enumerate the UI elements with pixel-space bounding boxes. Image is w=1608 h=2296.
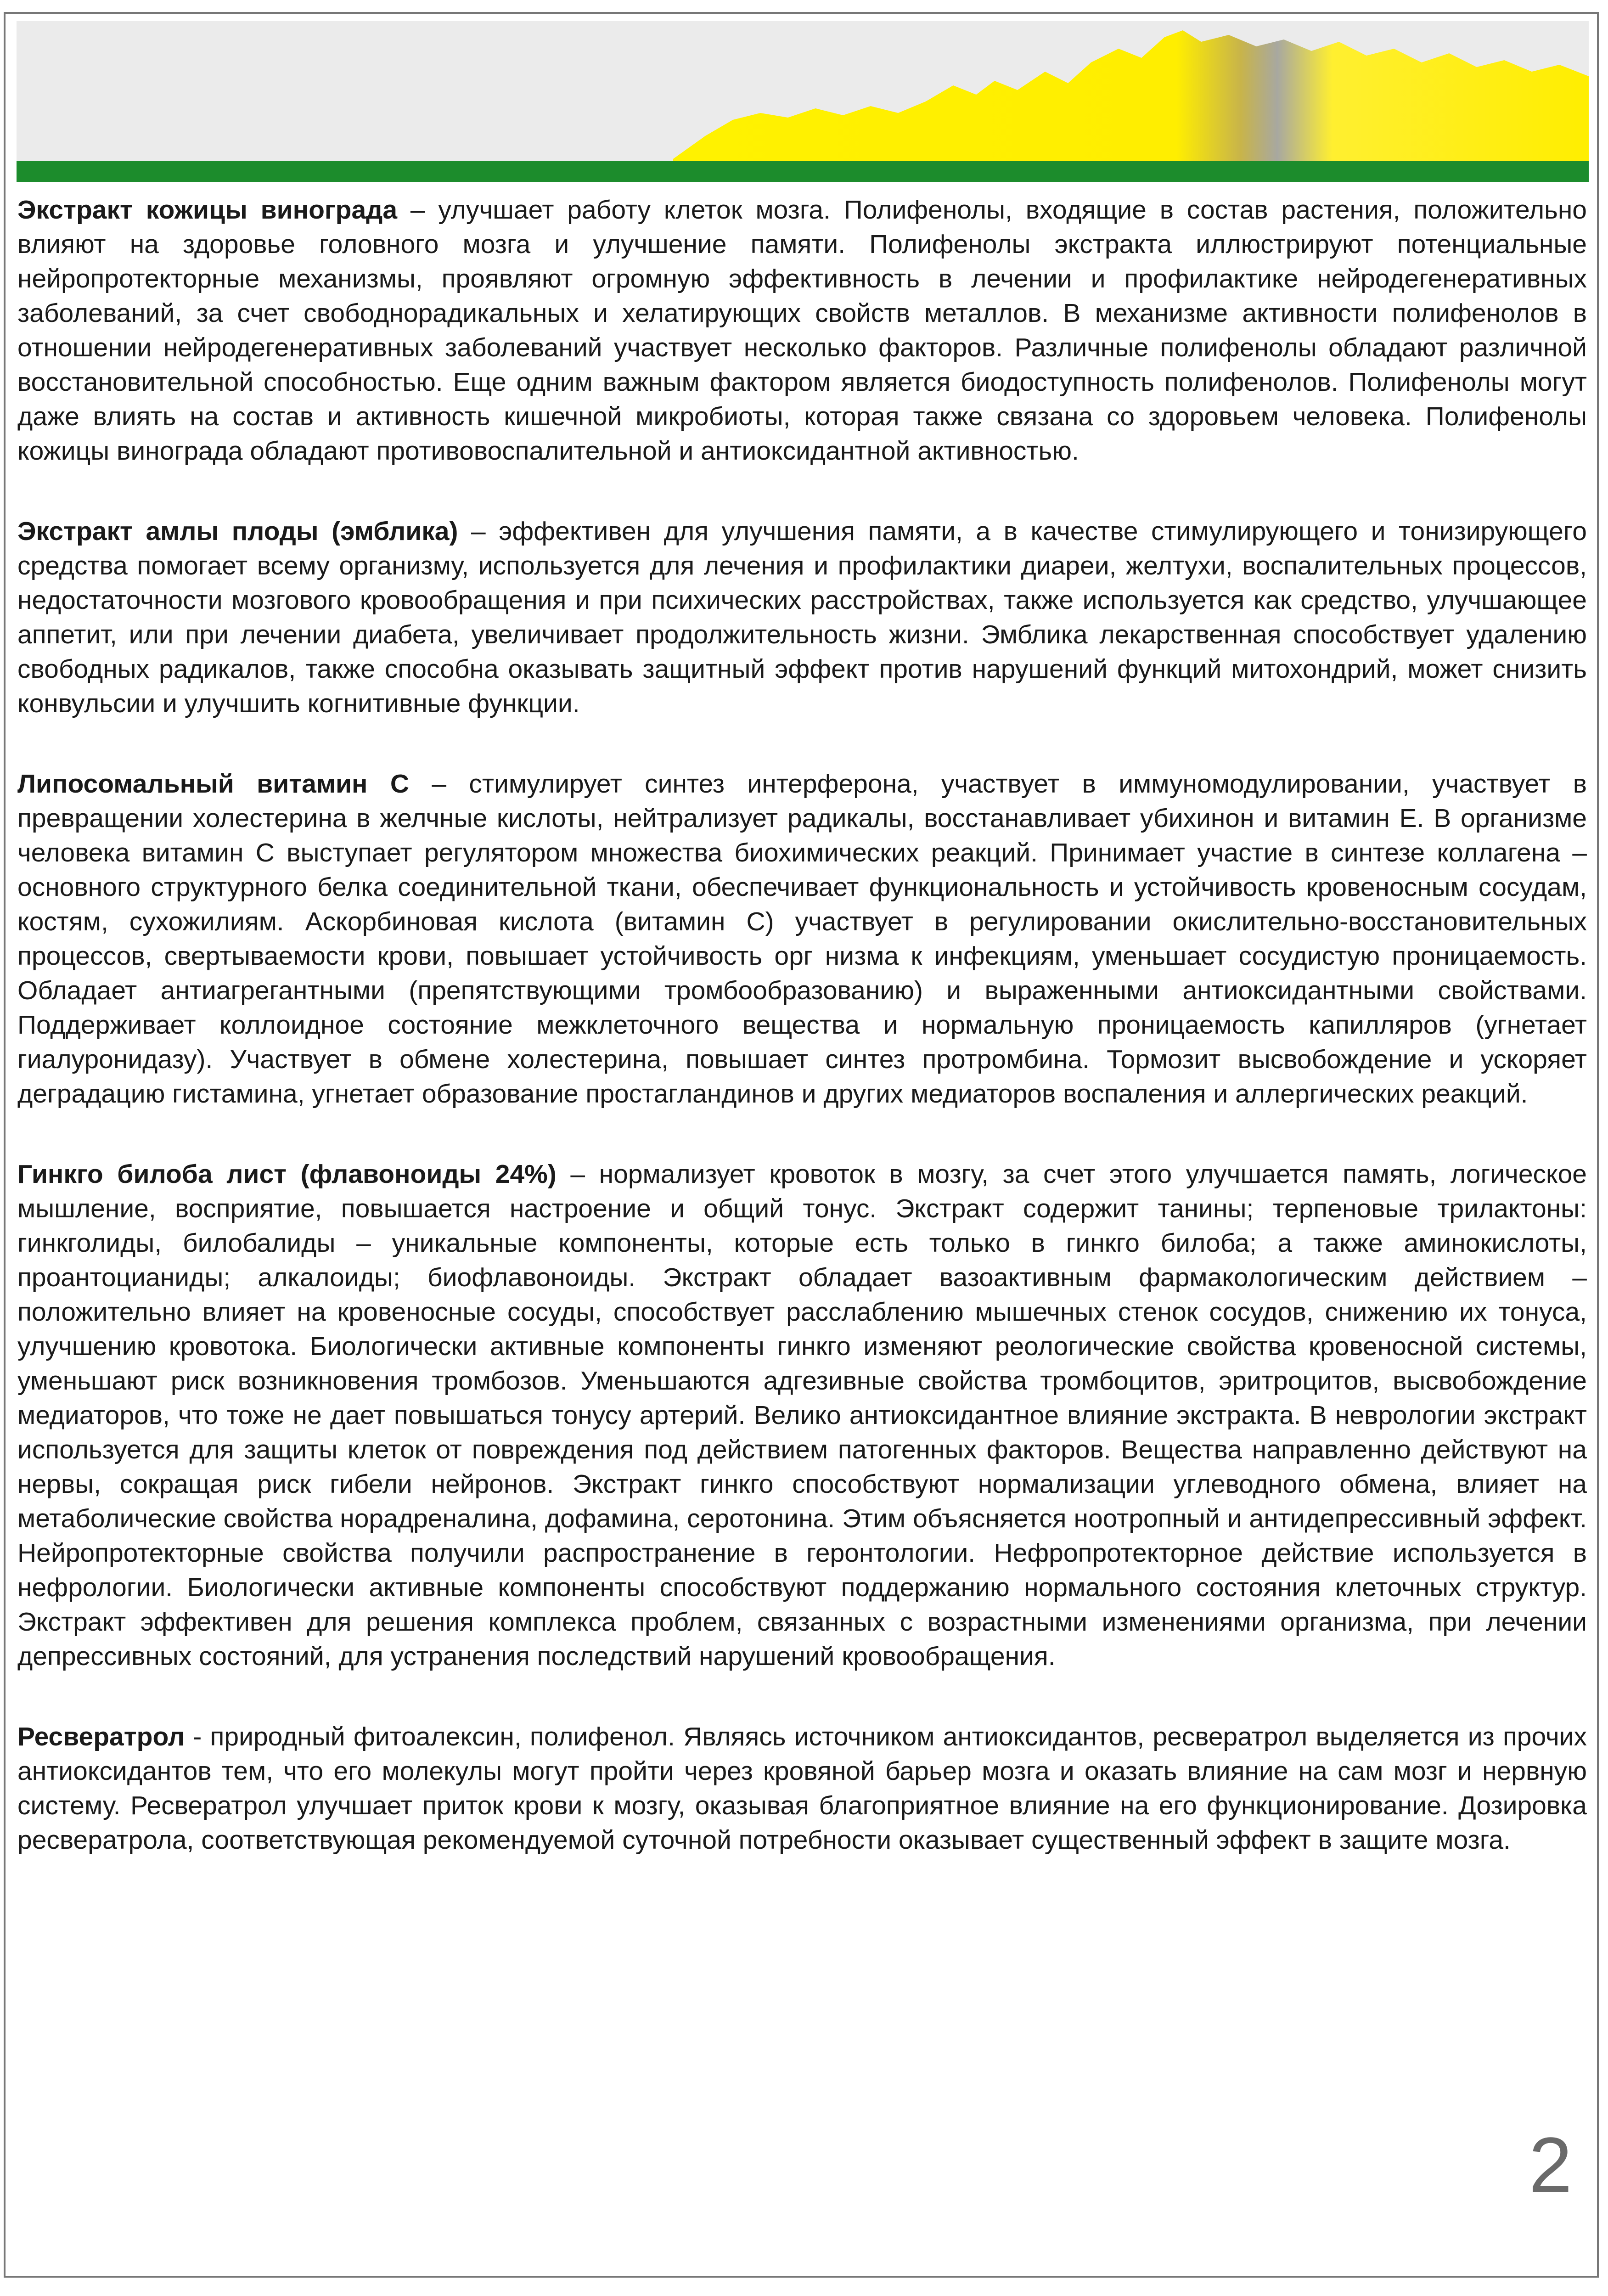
ingredient-name: Экстракт кожицы винограда: [17, 195, 398, 225]
ingredient-name: Экстракт амлы плоды (эмблика): [17, 517, 458, 546]
ingredient-description: - природный фитоалексин, полифенол. Являясь источником антиоксидантов, ресвератрол выделяется из прочих антиоксидантов тем, что его молекулы могут пройти через кровяной барьер мозга и оказать влияние на сам мозг и нервную систему. Ресвератрол улучшает приток крови к мозгу, оказывая благоприятное влияние на его функционирование. Дозировка ресвератрола, соответствующая рекомендуемой суточной потребности оказывает существенный эффект в защите мозга.: [17, 1722, 1587, 1855]
article-body: [17, 193, 1587, 1903]
ingredient-description: – стимулирует синтез интерферона, участвует в иммуномодулировании, участвует в превращении холестерина в желчные кислоты, нейтрализует радикалы, восстанавливает убихинон и витамин Е. В организме человека витамин С выступает регулятором множества биохимических реакций. Принимает участие в синтезе коллагена – основного структурного белка соединительной ткани, обеспечивает функциональность и устойчивость кровеносным сосудам, костям, сухожилиям. Аскорбиновая кислота (витамин С) участвует в регулировании окислительно-восстановительных процессов, свертываемости крови, повышает устойчивость орг низма к инфекциям, уменьшает сосудистую проницаемость. Обладает антиагрегантными (препятствующими тромбообразованию) и выраженными антиоксидантными свойствами. Поддерживает коллоидное состояние межклеточного вещества и нормальную проницаемость капилляров (угнетает гиалуронидазу). Участвует в обмене холестерина, повышает синтез протромбина. Тормозит высвобождение и ускоряет деградацию гистамина, угнетает образование простагландинов и других медиаторов воспаления и аллергических реакций.: [17, 769, 1587, 1109]
page-frame: [4, 12, 1599, 2278]
banner-wave-graphic: [17, 21, 1589, 182]
ingredient-description: – эффективен для улучшения памяти, а в качестве стимулирующего и тонизирующего средства помогает всему организму, используется для лечения и профилактики диареи, желтухи, воспалительных процессов, недостаточности мозгового кровообращения и при психических расстройствах, также используется как средство, улучшающее аппетит, или при лечении диабета, увеличивает продолжительность жизни. Эмблика лекарственная способствует удалению свободных радикалов, также способна оказывать защитный эффект против нарушений функций митохондрий, может снизить конвульсии и улучшить когнитивные функции.: [17, 517, 1587, 718]
paragraph-resveratrol: [17, 1720, 1587, 1857]
ingredient-name: Ресвератрол: [17, 1722, 185, 1751]
ingredient-name: Гинкго билоба лист (флавоноиды 24%): [17, 1159, 557, 1189]
ingredient-description: – нормализует кровоток в мозгу, за счет этого улучшается память, логическое мышление, восприятие, повышается настроение и общий тонус. Экстракт содержит танины; терпеновые трилактоны: гинкголиды, билобалиды – уникальные компоненты, которые есть только в гинкго билоба; а также аминокислоты, проантоцианиды; алкалоиды; биофлавоноиды. Экстракт обладает вазоактивным фармакологическим действием – положительно влияет на кровеносные сосуды, способствует расслаблению мышечных стенок сосудов, снижению их тонуса, улучшению кровотока. Биологически активные компоненты гинкго изменяют реологические свойства кровеносной системы, уменьшают риск возникновения тромбозов. Уменьшаются адгезивные свойства тромбоцитов, эритроцитов, высвобождение медиаторов, что тоже не дает повышаться тонусу артерий. Велико антиоксидантное влияние экстракта. В неврологии экстракт используется для защиты клеток от повреждения под действием патогенных факторов. Вещества направленно действуют на нервы, сокращая риск гибели нейронов. Экстракт гинкго способствуют нормализации углеводного обмена, влияет на метаболические свойства норадреналина, дофамина, серотонина. Этим объясняется ноотропный и антидепрессивный эффект. Нейропротекторные свойства получили распространение в геронтологии. Нефропротекторное действие используется в нефрологии. Биологически активные компоненты способствуют поддержанию нормального состояния клеточных структур. Экстракт эффективен для решения комплекса проблем, связанных с возрастными изменениями организма, при лечении депрессивных состояний, для устранения последствий нарушений кровообращения.: [17, 1159, 1587, 1671]
page-number: 2: [1529, 2122, 1572, 2209]
paragraph-ginkgo-biloba: [17, 1157, 1587, 1674]
header-banner: [17, 21, 1589, 182]
ingredient-description: – улучшает работу клеток мозга. Полифенолы, входящие в состав растения, положительно влияют на здоровье головного мозга и улучшение памяти. Полифенолы экстракта иллюстрируют потенциальные нейропротекторные механизмы, проявляют огромную эффективность в лечении и профилактике нейродегенеративных заболеваний, за счет свободнорадикальных и хелатирующих свойств металлов. В механизме активности полифенолов в отношении нейродегенеративных заболеваний участвует несколько факторов. Различные полифенолы обладают различной восстановительной способностью. Еще одним важным фактором является биодоступность полифенолов. Полифенолы могут даже влиять на состав и активность кишечной микробиоты, которая также связана со здоровьем человека. Полифенолы кожицы винограда обладают противовоспалительной и антиоксидантной активностью.: [17, 195, 1587, 466]
paragraph-grape-skin-extract: [17, 193, 1587, 468]
paragraph-liposomal-vitamin-c: [17, 767, 1587, 1111]
paragraph-amla-extract: [17, 514, 1587, 721]
green-stripe: [17, 161, 1589, 182]
ingredient-name: Липосомальный витамин С: [17, 769, 409, 799]
